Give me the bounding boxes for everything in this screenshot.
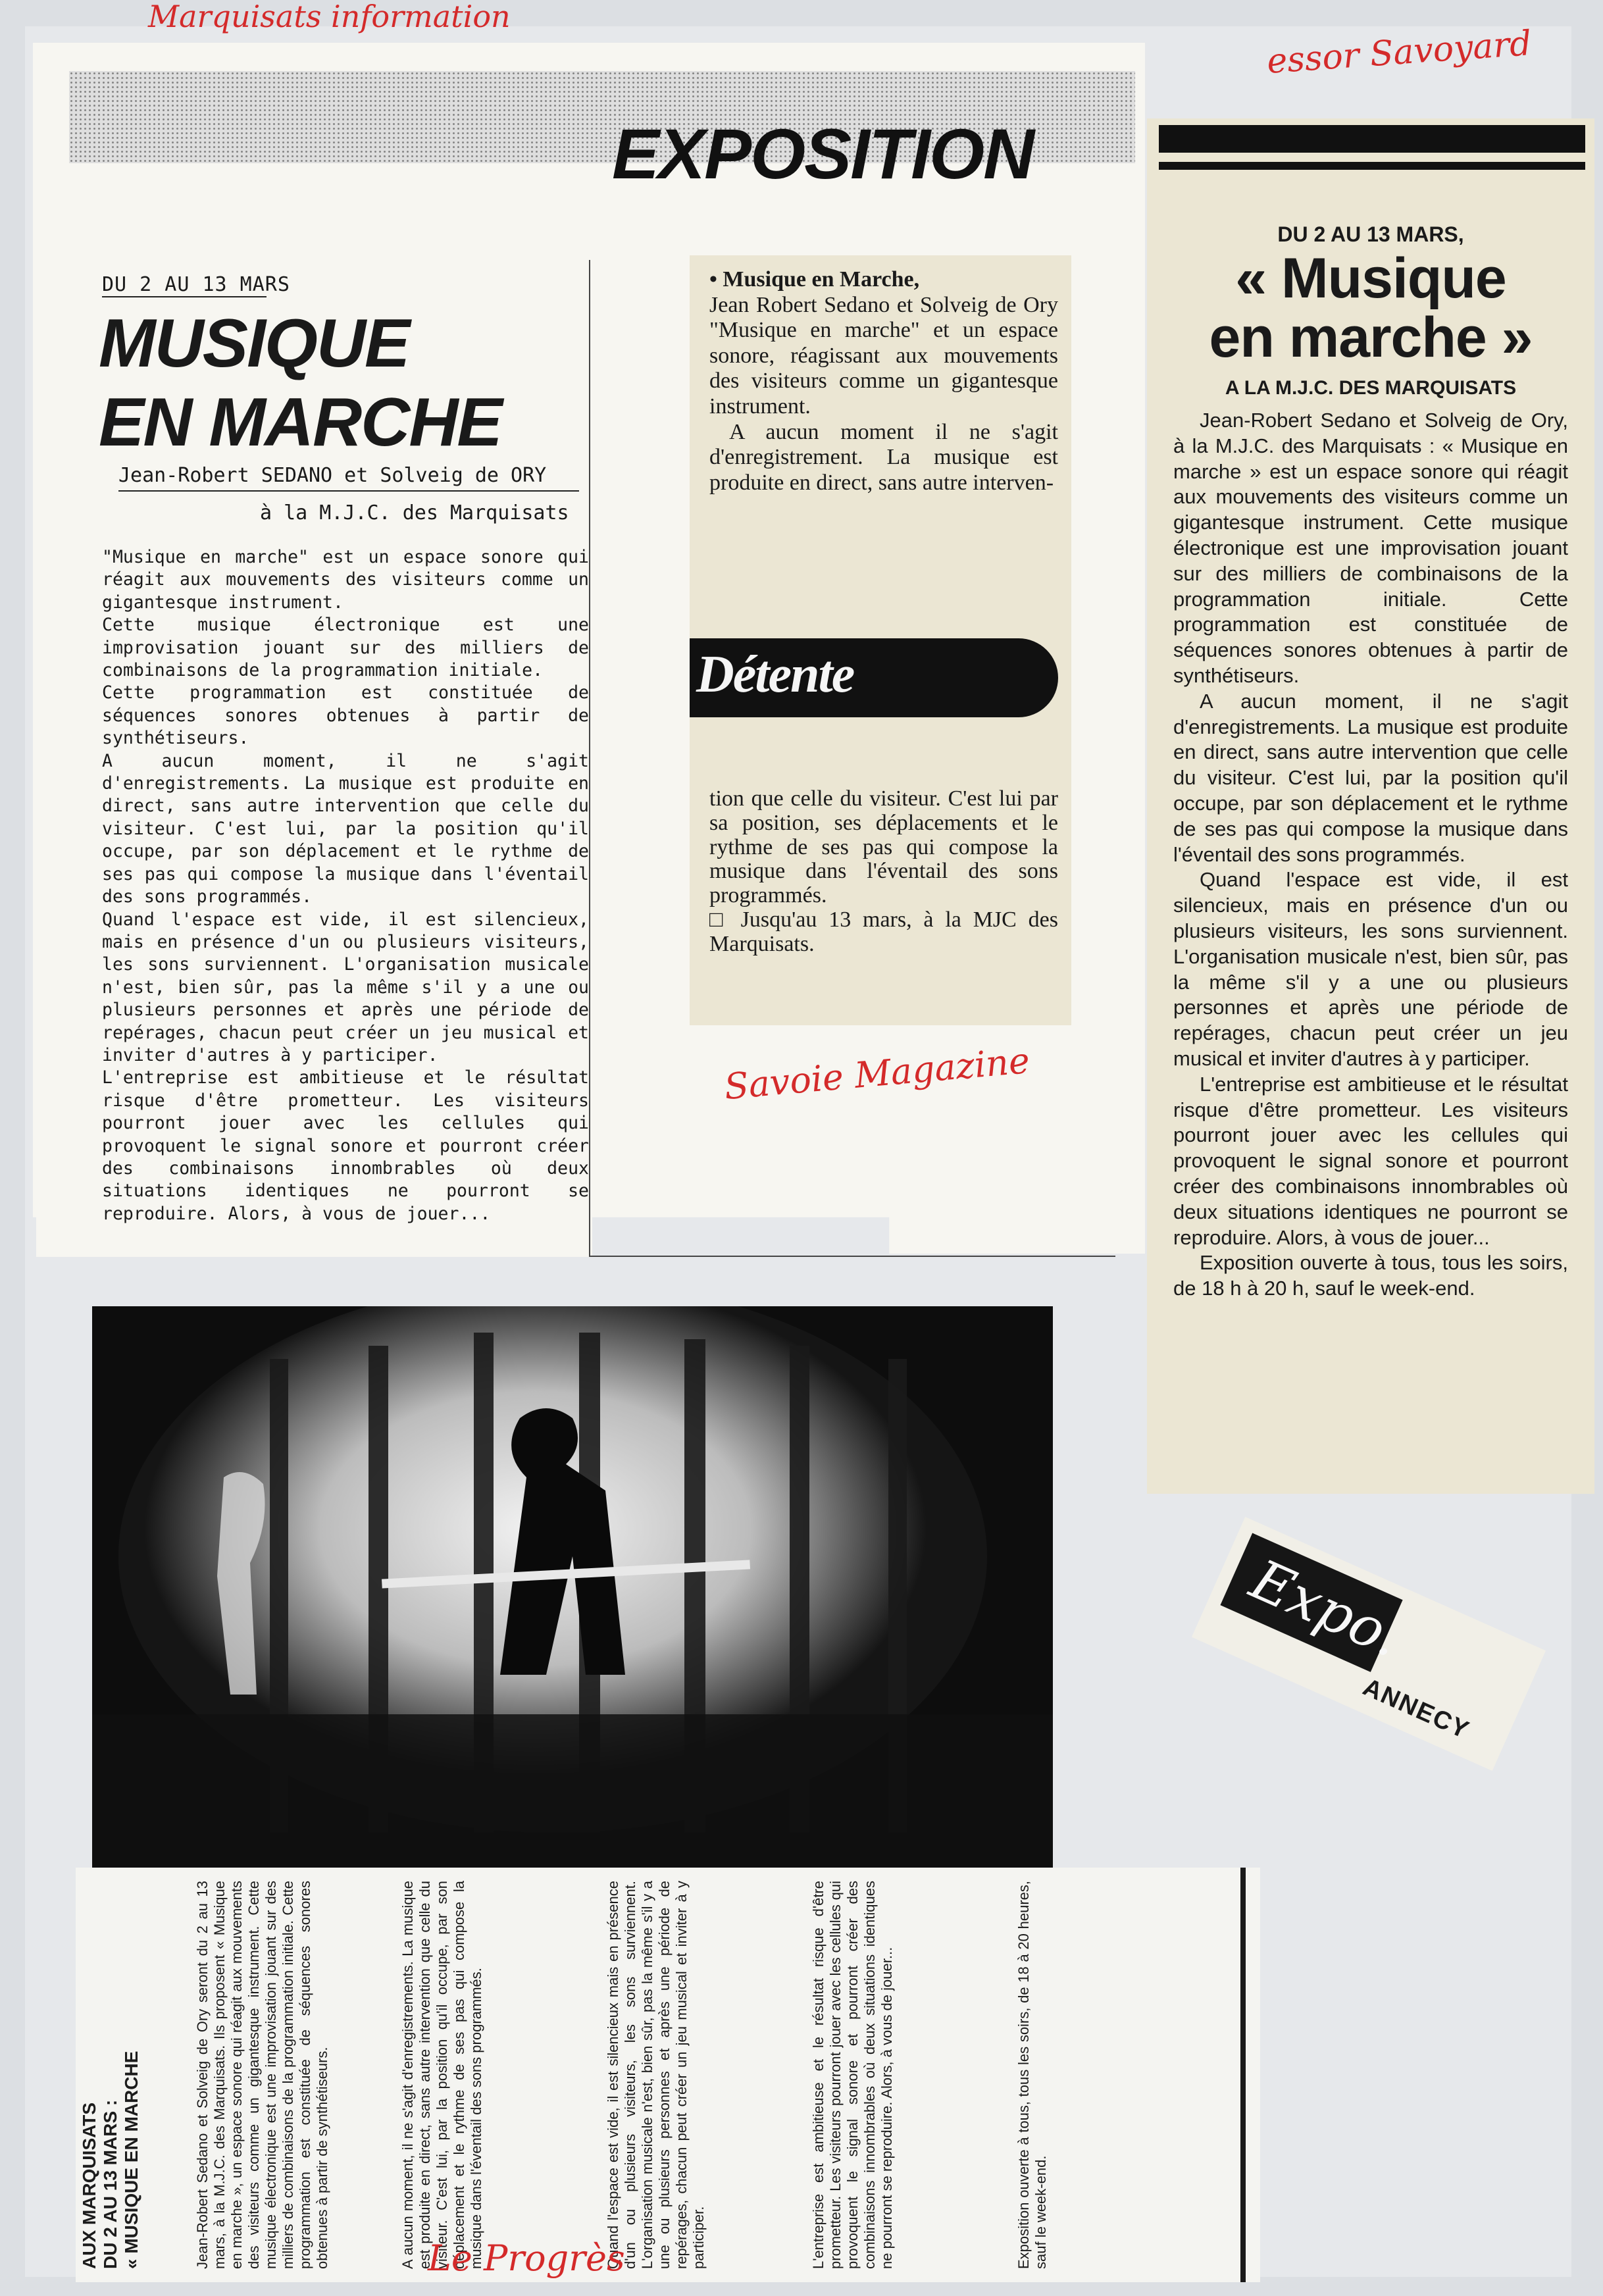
header-bar (1159, 125, 1585, 153)
paragraph: A aucun moment, il ne s'agit d'enregistrements. La musique est produite en direct, sans autre intervention que celle du visiteur. C'est lui, par la position qu'il occupe, par son déplacement et le rythme de ses pas qui compose la musique dans l'éventail des sons programmés. (102, 750, 589, 907)
paragraph: Jean-Robert Sedano et Solveig de Ory, à la M.J.C. des Marquisats : « Musique en marche » est un espace sonore qui réagit aux mouvements des visiteurs comme un gigantesque instrument. Cette musique électronique est une improvisation jouant sur des milliers de combinaisons de la programmation initiale. Cette programmation est constituée de séquences sonores obtenues à partir de synthétiseurs. (1173, 409, 1568, 687)
paragraph: "Musique en marche" est un espace sonore qui réagit aux mouvements des visiteurs comme un gigantesque instrument. (102, 547, 589, 613)
paragraph: Cette musique électronique est une improvisation jouant sur des milliers de combinaisons de la programmation initiale. (102, 615, 589, 681)
article-column (399, 1881, 598, 2269)
photo-illustration (92, 1306, 1053, 1872)
clipping-savoie-magazine (690, 255, 1071, 1025)
paragraph: Cette programmation est constituée de séquences sonores obtenues à partir de synthétiseurs. (102, 682, 589, 749)
detente-label: Détente (696, 646, 854, 703)
date-rule (102, 296, 267, 297)
heading-line: « MUSIQUE EN MARCHE (121, 2051, 141, 2269)
column-text: Quand l'espace est vide, il est silencieux mais en présence d'un ou plusieurs visiteurs, les sons surviennent. L'organisation musicale n'est, bien sûr, pas la même s'il y a une ou plusieurs personnes et après une période de repérages, chacun peut créer un jeu musical et inviter à y participer. (605, 1881, 707, 2269)
column-text: L'entreprise est ambitieuse et le résultat risque d'être prometteur. Les visiteurs pourront jouer avec les cellules qui provoquent le signal sonore et pourront créer des combinaisons innombrables où deux situations identiques ne pourront se reproduire. Alors, à vous de jouer... (810, 1881, 895, 2269)
exposition-banner-title: EXPOSITION (612, 114, 1034, 193)
article-title-line2: EN MARCHE (99, 384, 501, 461)
article-date: DU 2 AU 13 MARS, (1277, 222, 1464, 246)
article-bottom-text (709, 787, 1058, 957)
article-date: DU 2 AU 13 MARS (102, 273, 290, 296)
article-body (102, 546, 589, 1225)
paragraph: L'entreprise est ambitieuse et le résultat risque d'être prometteur. Les visiteurs pourront jouer avec les cellules qui provoquent le signal sonore et pourront créer des combinaisons innombrables où deux situations identiques ne pourront se reproduire. Alors, à vous de jouer... (1173, 1072, 1568, 1249)
heading-line: AUX MARQUISATS (79, 2102, 99, 2269)
article-column (1015, 1881, 1214, 2269)
article-byline: Jean-Robert SEDANO et Solveig de ORY (118, 464, 547, 487)
paragraph: Jean Robert Sedano et Solveig de Ory "Musique en marche" et un espace sonore, réagissant aux mouvements des visiteurs comme un gigantesque instrument. (709, 292, 1058, 419)
paragraph: Quand l'espace est vide, il est silencieux, mais en présence d'un ou plusieurs visiteurs, les sons surviennent. L'organisation musicale n'est, bien sûr, pas la même s'il y a une ou plusieurs personnes et après une période de repérages, chacun peut créer un jeu musical et inviter d'autres à y participer. (102, 909, 589, 1065)
paragraph: L'entreprise est ambitieuse et le résultat risque d'être prometteur. Les visiteurs pourront jouer avec les cellules qui provoquent le signal sonore et pourront créer des combinaisons innombrables où deux situations identiques ne pourront se reproduire. Alors, à vous de jouer... (102, 1067, 589, 1224)
clipping-essor-savoyard (1147, 118, 1594, 1494)
article-title-line1: MUSIQUE (99, 305, 409, 382)
paragraph: Quand l'espace est vide, il est silencieux, mais en présence d'un ou plusieurs visiteurs, les sons surviennent. L'organisation musicale n'est, bien sûr, pas la même s'il y a une ou plusieurs personnes et après une période de repérages, chacun peut créer un jeu musical et inviter d'autres à y participer. (1173, 868, 1568, 1070)
article-title-line1: « Musique (1235, 247, 1506, 310)
clipping-le-progres (76, 1868, 1260, 2282)
header-bar (1159, 162, 1585, 170)
performance-photo (92, 1306, 1053, 1872)
column-text: Exposition ouverte à tous, tous les soirs, de 18 à 20 heures, sauf le week-end. (1015, 1881, 1049, 2269)
article-venue: à la M.J.C. des Marquisats (260, 501, 569, 524)
clip-border-line (589, 260, 590, 1257)
column-text: A aucun moment, il ne s'agit d'enregistrements. La musique est produite en direct, sans autre intervention que celle du visiteur. C'est lui, par la position qu'il occupe, par son déplacement et le rythme de ses pas qui compose la musique dans l'éventail des sons programmés. (399, 1881, 484, 2269)
paragraph: Exposition ouverte à tous, tous les soirs, de 18 h à 20 h, sauf le week-end. (1173, 1251, 1568, 1300)
article-body (1173, 408, 1568, 1302)
article-column (194, 1881, 393, 2269)
column-rule (1240, 1868, 1246, 2282)
detente-band (690, 638, 1058, 717)
annotation-essor-savoyard: essor Savoyard (1265, 24, 1533, 82)
paragraph: A aucun moment il ne s'agit d'enregistrement. La musique est produite en direct, sans autre interven- (709, 419, 1058, 495)
paragraph: tion que celle du visiteur. C'est lui par sa position, ses déplacements et le rythme de ses pas qui compose la musique dans l'éventail des sons programmés. (709, 786, 1058, 908)
article-column (810, 1881, 1009, 2269)
article-heading: • Musique en Marche, (709, 267, 920, 292)
expo-label: Expo. (1241, 1546, 1412, 1670)
paragraph: □ Jusqu'au 13 mars, à la MJC des Marquisats. (709, 907, 1058, 956)
article-subtitle: A LA M.J.C. DES MARQUISATS (1225, 377, 1517, 399)
heading-line: DU 2 AU 13 MARS : (100, 2099, 120, 2269)
column-text: Jean-Robert Sedano et Solveig de Ory seront du 2 au 13 mars, à la M.J.C. des Marquisats. Ils proposent « Musique en marche », un espace sonore qui réagit aux mouvements des visiteurs comme un gigantesque instrument. Cette musique électronique est une improvisation jouant sur des milliers de combinaisons de la programmation initiale. Cette programmation est constituée de séquences sonores obtenues à partir de synthétiseurs. (194, 1881, 330, 2269)
expo-location: ANNECY (1358, 1673, 1474, 1745)
article-column (605, 1881, 803, 2269)
annotation-marquisats-information: Marquisats information (148, 0, 511, 34)
article-columns (194, 1881, 1221, 2269)
paragraph: A aucun moment, il ne s'agit d'enregistrements. La musique est produite en direct, sans autre intervention que celle du visiteur. C'est lui, par la position qu'il occupe, par son déplacement et le rythme de ses pas qui compose la musique dans l'éventail des sons programmés. (1173, 689, 1568, 866)
article-top-text (709, 267, 1058, 496)
article-title-line2: en marche » (1209, 306, 1533, 369)
annotation-le-progres: Le Progrès (428, 2237, 625, 2279)
clip-border-line (589, 1256, 1115, 1257)
annotation-savoie-magazine: Savoie Magazine (723, 1039, 1032, 1108)
byline-rule (118, 490, 579, 492)
